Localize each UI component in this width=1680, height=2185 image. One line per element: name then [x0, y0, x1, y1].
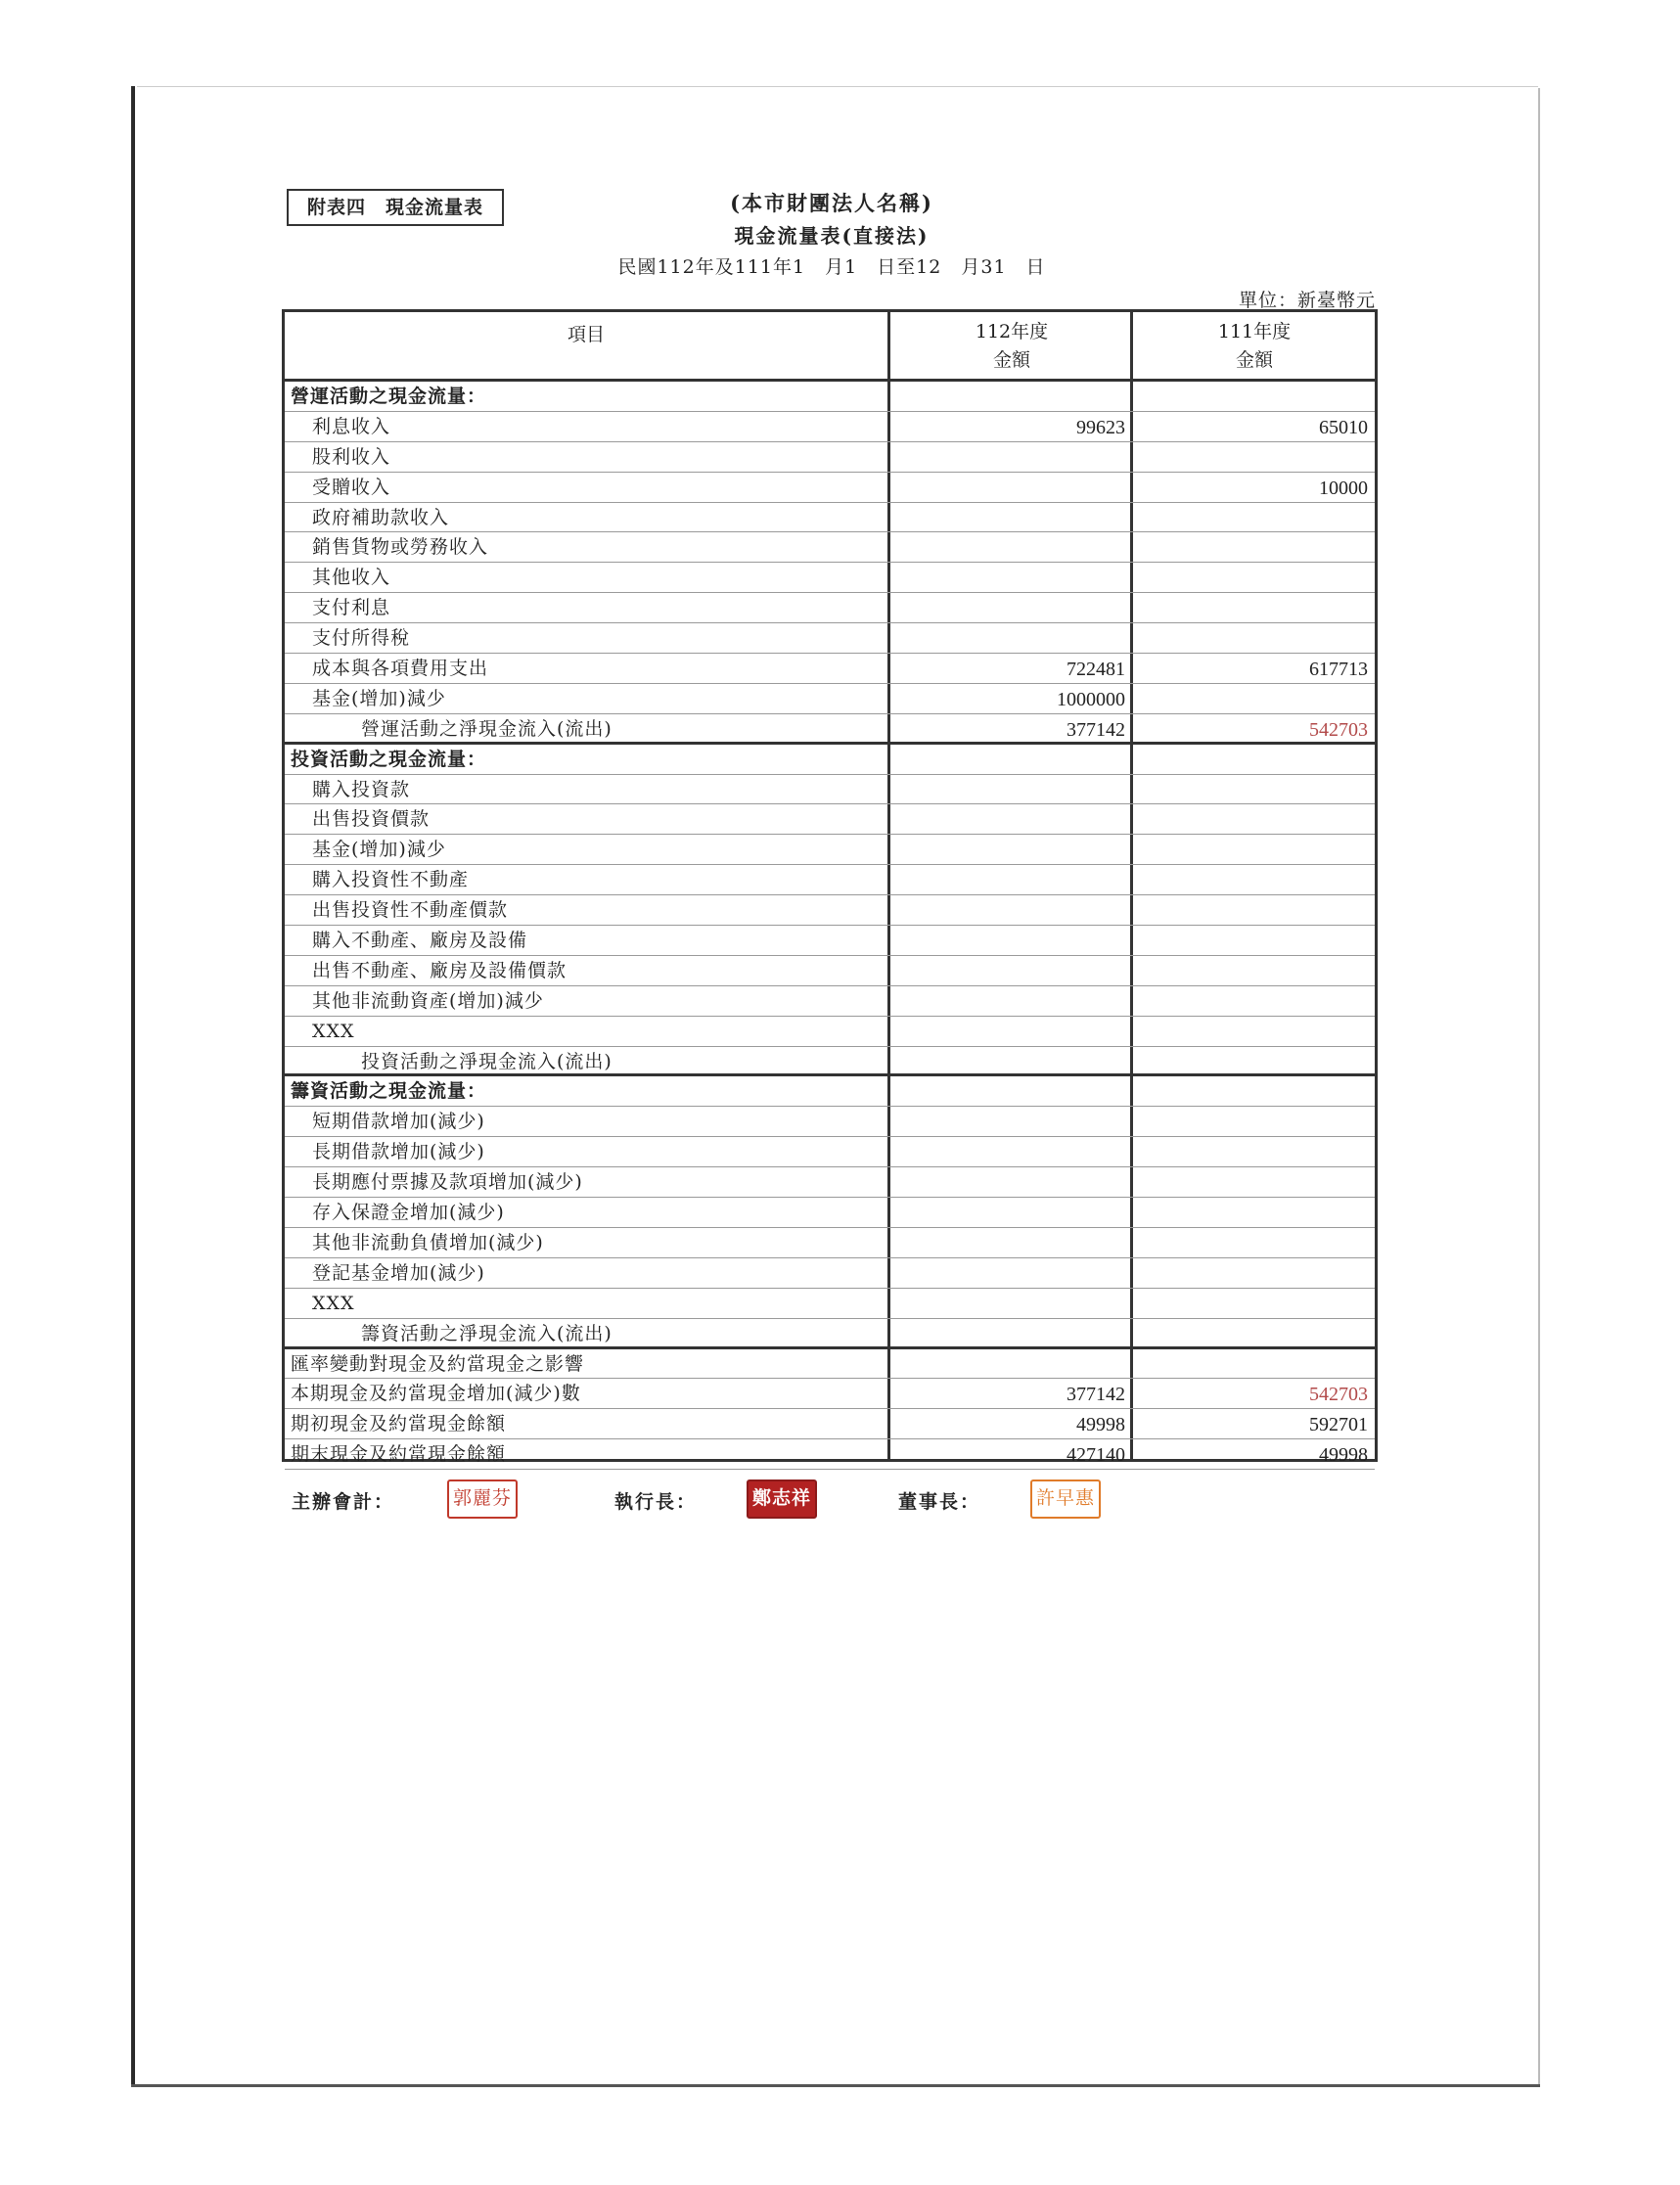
row-label: 支付所得稅 [312, 627, 411, 650]
table-row [285, 563, 1375, 593]
row-label: 支付利息 [312, 597, 391, 619]
row-label: 其他非流動負債增加(減少) [312, 1231, 544, 1253]
table-row [285, 714, 1375, 745]
row-label: 基金(增加)減少 [312, 687, 446, 709]
header-year-111-label: 111年度 [1217, 321, 1292, 342]
table-row [285, 382, 1375, 412]
row-label: 其他收入 [312, 567, 391, 589]
table-row [285, 623, 1375, 654]
amount-111: 49998 [1319, 1444, 1368, 1467]
table-row [285, 865, 1375, 895]
amount-112: 1000000 [1057, 688, 1125, 710]
row-label: 股利收入 [312, 445, 391, 468]
amount-111: 592701 [1309, 1414, 1368, 1436]
ceo-label: 執行長： [614, 1491, 698, 1513]
table-row [285, 1076, 1375, 1107]
scan-edge-top [137, 86, 1538, 87]
row-label: 利息收入 [312, 415, 391, 437]
row-label: 其他非流動資產(增加)減少 [312, 989, 544, 1012]
header-year-111 [1133, 318, 1376, 375]
row-label: 營運活動之現金流量： [291, 386, 487, 407]
table-row [285, 1137, 1375, 1167]
row-label: 存入保證金增加(減少) [312, 1202, 505, 1224]
chair-label: 董事長： [898, 1491, 981, 1513]
table-row [285, 956, 1375, 986]
row-label: 籌資活動之現金流量： [291, 1080, 487, 1103]
amount-112: 49998 [1076, 1414, 1125, 1436]
row-label: 出售不動產、廠房及設備價款 [312, 959, 568, 981]
amount-111: 617713 [1309, 659, 1368, 681]
row-label: 銷售貨物或勞務收入 [312, 536, 489, 559]
header-year-111-amount: 金額 [1235, 349, 1273, 371]
reporting-period: 民國112年及111年1 月1 日至12 月31 日 [617, 256, 1046, 278]
table-row [285, 442, 1375, 473]
table-row [285, 1167, 1375, 1198]
amount-112: 377142 [1067, 1384, 1125, 1406]
amount-111: 65010 [1319, 416, 1368, 438]
row-label: 營運活動之淨現金流入(流出) [361, 717, 613, 740]
row-label: 本期現金及約當現金增加(減少)數 [291, 1383, 581, 1405]
row-label: 長期借款增加(減少) [312, 1141, 485, 1163]
amount-111: 10000 [1319, 477, 1368, 499]
row-label: 登記基金增加(減少) [312, 1261, 485, 1284]
row-label: 購入投資款 [312, 778, 411, 800]
table-row [285, 835, 1375, 865]
table-row [285, 1198, 1375, 1228]
table-row [285, 1107, 1375, 1137]
row-label: 受贈收入 [312, 476, 391, 498]
row-label: 期末現金及約當現金餘額 [291, 1443, 507, 1466]
amount-112: 722481 [1067, 659, 1125, 681]
appendix-label: 附表四 現金流量表 [287, 189, 504, 226]
chair-seal: 許早惠 [1030, 1479, 1101, 1519]
ceo-seal: 鄭志祥 [747, 1479, 817, 1519]
row-label: 投資活動之現金流量： [291, 748, 487, 770]
row-label: 購入不動產、廠房及設備 [312, 930, 528, 952]
table-row [285, 1439, 1375, 1470]
table-row [285, 1017, 1375, 1047]
table-row [285, 1409, 1375, 1439]
table-row [285, 1228, 1375, 1258]
row-label: 政府補助款收入 [312, 506, 450, 528]
amount-112: 377142 [1067, 718, 1125, 741]
table-header [285, 312, 1375, 382]
table-row [285, 1047, 1375, 1077]
header-item: 項目 [567, 324, 605, 345]
table-body [285, 382, 1375, 1470]
row-label: 購入投資性不動產 [312, 869, 470, 891]
header-year-112-amount: 金額 [992, 349, 1030, 371]
table-row [285, 986, 1375, 1017]
header-year-112 [890, 318, 1133, 375]
table-row [285, 684, 1375, 714]
accountant-seal: 郭麗芬 [447, 1479, 518, 1519]
row-label: 出售投資價款 [312, 808, 431, 831]
table-row [285, 926, 1375, 956]
table-row [285, 804, 1375, 835]
row-label: 長期應付票據及款項增加(減少) [312, 1171, 583, 1194]
table-row [285, 745, 1375, 775]
row-label: 成本與各項費用支出 [312, 658, 489, 680]
row-label: 基金(增加)減少 [312, 839, 446, 861]
row-label: XXX [312, 1020, 355, 1042]
table-row [285, 1349, 1375, 1380]
amount-112: 427140 [1067, 1444, 1125, 1467]
table-row [285, 895, 1375, 926]
amount-111: 542703 [1309, 718, 1368, 741]
document-title: 現金流量表(直接法) [734, 224, 930, 248]
row-label: 短期借款增加(減少) [312, 1111, 485, 1133]
table-row [285, 473, 1375, 503]
table-row [285, 1319, 1375, 1349]
table-row [285, 532, 1375, 563]
scan-edge-left [131, 86, 135, 2087]
table-row [285, 1258, 1375, 1289]
organization-name: (本市財團法人名稱) [730, 191, 933, 215]
accountant-label: 主辦會計： [292, 1491, 395, 1513]
currency-unit: 單位：新臺幣元 [1238, 290, 1376, 311]
scan-edge-bottom [131, 2084, 1540, 2087]
table-row [285, 503, 1375, 533]
cash-flow-table [282, 309, 1378, 1467]
table-row [285, 654, 1375, 684]
row-label: 期初現金及約當現金餘額 [291, 1413, 507, 1435]
row-label: XXX [312, 1292, 355, 1314]
table-row [285, 593, 1375, 623]
scan-edge-right [1538, 88, 1540, 2084]
table-row [285, 412, 1375, 442]
amount-112: 99623 [1076, 416, 1125, 438]
amount-111: 542703 [1309, 1384, 1368, 1406]
table-row [285, 1379, 1375, 1409]
row-label: 匯率變動對現金及約當現金之影響 [291, 1352, 585, 1375]
table-row [285, 775, 1375, 805]
header-year-112-label: 112年度 [975, 321, 1049, 342]
row-label: 籌資活動之淨現金流入(流出) [361, 1322, 613, 1344]
row-label: 出售投資性不動產價款 [312, 899, 509, 922]
row-label: 投資活動之淨現金流入(流出) [361, 1050, 613, 1072]
table-row [285, 1289, 1375, 1319]
